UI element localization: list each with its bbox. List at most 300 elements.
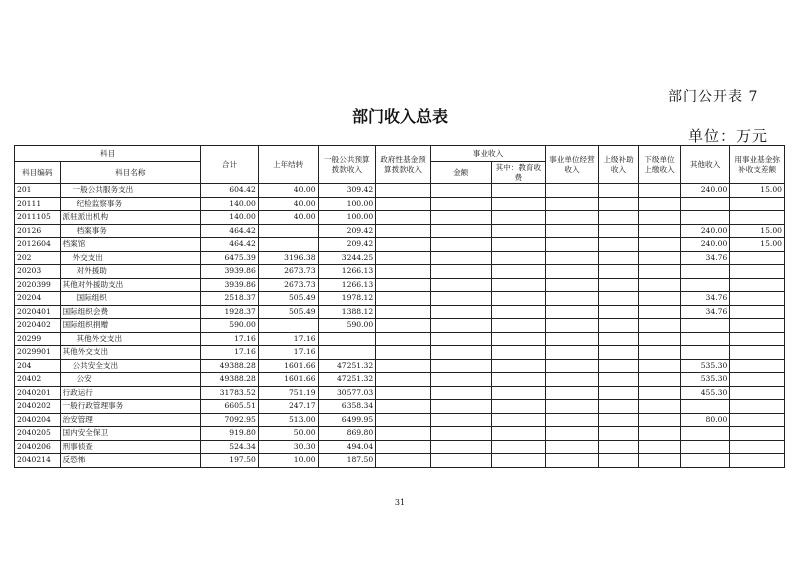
cell-other: 455.30: [680, 386, 730, 400]
cell-fund-balance: [730, 265, 785, 279]
cell-business-edu: [491, 251, 546, 265]
cell-fund-balance: [730, 440, 785, 454]
table-row: [15, 184, 785, 198]
cell-business-edu: [491, 359, 546, 373]
cell-general-budget: 1266.13: [318, 278, 376, 292]
cell-business-edu: [491, 184, 546, 198]
cell-lower-remit: [639, 413, 680, 427]
cell-unit-operation: [546, 413, 599, 427]
cell-business-amount: [430, 278, 491, 292]
header-subject-code: 科目编码: [15, 162, 61, 184]
header-unit-operation: 事业单位经营收入: [546, 146, 599, 184]
cell-business-edu: [491, 332, 546, 346]
cell-fund-balance: [730, 319, 785, 333]
cell-fund-balance: [730, 197, 785, 211]
cell-carryover: 2673.73: [258, 278, 318, 292]
cell-gov-fund: [376, 373, 431, 387]
cell-lower-remit: [639, 454, 680, 468]
cell-lower-remit: [639, 373, 680, 387]
cell-carryover: 513.00: [258, 413, 318, 427]
cell-gov-fund: [376, 305, 431, 319]
cell-total: 3939.86: [201, 278, 259, 292]
cell-code: 202: [15, 251, 61, 265]
cell-fund-balance: [730, 292, 785, 306]
cell-code: 20111: [15, 197, 61, 211]
table-row: [15, 238, 785, 252]
cell-business-edu: [491, 319, 546, 333]
cell-business-amount: [430, 346, 491, 360]
cell-unit-operation: [546, 211, 599, 225]
cell-other: [680, 454, 730, 468]
cell-total: 464.42: [201, 238, 259, 252]
cell-name: 纪检监察事务: [60, 197, 201, 211]
cell-upper-subsidy: [598, 292, 638, 306]
cell-business-edu: [491, 265, 546, 279]
income-summary-table: [14, 145, 785, 468]
cell-code: 20402: [15, 373, 61, 387]
table-row: [15, 332, 785, 346]
cell-lower-remit: [639, 265, 680, 279]
page-number: 31: [394, 498, 406, 507]
cell-code: 2020399: [15, 278, 61, 292]
cell-name: 一般行政管理事务: [60, 400, 201, 414]
cell-name: 其他外交支出: [60, 332, 201, 346]
cell-business-amount: [430, 305, 491, 319]
cell-code: 2012604: [15, 238, 61, 252]
cell-lower-remit: [639, 251, 680, 265]
cell-business-edu: [491, 197, 546, 211]
cell-carryover: 40.00: [258, 184, 318, 198]
cell-lower-remit: [639, 211, 680, 225]
cell-gov-fund: [376, 413, 431, 427]
cell-gov-fund: [376, 359, 431, 373]
cell-unit-operation: [546, 265, 599, 279]
cell-total: 604.42: [201, 184, 259, 198]
cell-upper-subsidy: [598, 454, 638, 468]
cell-unit-operation: [546, 224, 599, 238]
cell-other: 80.00: [680, 413, 730, 427]
cell-other: [680, 319, 730, 333]
cell-upper-subsidy: [598, 400, 638, 414]
cell-upper-subsidy: [598, 197, 638, 211]
cell-unit-operation: [546, 251, 599, 265]
header-business-group: 事业收入: [430, 146, 545, 162]
header-lower-remit: 下级单位上缴收入: [639, 146, 680, 184]
cell-upper-subsidy: [598, 319, 638, 333]
cell-unit-operation: [546, 454, 599, 468]
cell-total: 7092.95: [201, 413, 259, 427]
cell-code: 2020402: [15, 319, 61, 333]
cell-unit-operation: [546, 238, 599, 252]
table-row: [15, 292, 785, 306]
cell-upper-subsidy: [598, 359, 638, 373]
cell-code: 20203: [15, 265, 61, 279]
cell-carryover: 505.49: [258, 305, 318, 319]
cell-gov-fund: [376, 292, 431, 306]
cell-carryover: 505.49: [258, 292, 318, 306]
cell-name: 派驻派出机构: [60, 211, 201, 225]
cell-code: 2040201: [15, 386, 61, 400]
cell-carryover: 2673.73: [258, 265, 318, 279]
cell-total: 49388.28: [201, 373, 259, 387]
cell-fund-balance: 15.00: [730, 184, 785, 198]
cell-gov-fund: [376, 265, 431, 279]
cell-other: 240.00: [680, 184, 730, 198]
cell-name: 公共安全支出: [60, 359, 201, 373]
cell-total: 2518.37: [201, 292, 259, 306]
cell-business-amount: [430, 359, 491, 373]
cell-total: 6605.51: [201, 400, 259, 414]
cell-code: 20126: [15, 224, 61, 238]
cell-fund-balance: [730, 305, 785, 319]
cell-name: 国际组织会费: [60, 305, 201, 319]
cell-business-amount: [430, 238, 491, 252]
cell-carryover: 3196.38: [258, 251, 318, 265]
cell-other: [680, 197, 730, 211]
cell-business-edu: [491, 386, 546, 400]
cell-carryover: 1601.66: [258, 373, 318, 387]
cell-carryover: 30.30: [258, 440, 318, 454]
cell-other: [680, 332, 730, 346]
cell-upper-subsidy: [598, 238, 638, 252]
cell-lower-remit: [639, 346, 680, 360]
cell-business-edu: [491, 224, 546, 238]
cell-general-budget: 47251.32: [318, 359, 376, 373]
table-row: [15, 211, 785, 225]
cell-general-budget: 6499.95: [318, 413, 376, 427]
cell-name: 公安: [60, 373, 201, 387]
cell-other: [680, 400, 730, 414]
cell-code: 204: [15, 359, 61, 373]
table-row: [15, 359, 785, 373]
cell-business-edu: [491, 427, 546, 441]
cell-other: [680, 211, 730, 225]
cell-unit-operation: [546, 332, 599, 346]
cell-gov-fund: [376, 454, 431, 468]
table-row: [15, 440, 785, 454]
cell-total: 524.34: [201, 440, 259, 454]
cell-upper-subsidy: [598, 224, 638, 238]
cell-carryover: 751.19: [258, 386, 318, 400]
cell-total: 31783.52: [201, 386, 259, 400]
cell-fund-balance: [730, 386, 785, 400]
cell-total: 1928.37: [201, 305, 259, 319]
cell-gov-fund: [376, 238, 431, 252]
cell-unit-operation: [546, 386, 599, 400]
cell-general-budget: 3244.25: [318, 251, 376, 265]
cell-name: 国际组织: [60, 292, 201, 306]
cell-unit-operation: [546, 440, 599, 454]
cell-carryover: 40.00: [258, 197, 318, 211]
cell-general-budget: 309.42: [318, 184, 376, 198]
cell-business-edu: [491, 292, 546, 306]
cell-upper-subsidy: [598, 265, 638, 279]
cell-general-budget: 6358.34: [318, 400, 376, 414]
cell-unit-operation: [546, 305, 599, 319]
cell-general-budget: 1266.13: [318, 265, 376, 279]
cell-total: 6475.39: [201, 251, 259, 265]
cell-business-edu: [491, 346, 546, 360]
table-row: [15, 305, 785, 319]
cell-fund-balance: [730, 400, 785, 414]
cell-business-edu: [491, 305, 546, 319]
cell-name: 外交支出: [60, 251, 201, 265]
cell-other: 240.00: [680, 238, 730, 252]
cell-total: 919.80: [201, 427, 259, 441]
cell-fund-balance: [730, 427, 785, 441]
cell-fund-balance: [730, 359, 785, 373]
cell-business-amount: [430, 211, 491, 225]
cell-general-budget: 30577.03: [318, 386, 376, 400]
cell-carryover: 17.16: [258, 346, 318, 360]
cell-lower-remit: [639, 386, 680, 400]
cell-upper-subsidy: [598, 427, 638, 441]
cell-name: 其他外交支出: [60, 346, 201, 360]
cell-general-budget: [318, 346, 376, 360]
table-row: [15, 386, 785, 400]
table-row: [15, 427, 785, 441]
table-row: [15, 454, 785, 468]
cell-lower-remit: [639, 278, 680, 292]
table-row: [15, 251, 785, 265]
cell-unit-operation: [546, 278, 599, 292]
cell-other: 240.00: [680, 224, 730, 238]
header-total: 合计: [201, 146, 259, 184]
cell-general-budget: 590.00: [318, 319, 376, 333]
cell-general-budget: 209.42: [318, 238, 376, 252]
cell-general-budget: 209.42: [318, 224, 376, 238]
cell-code: 2029901: [15, 346, 61, 360]
cell-code: 2040206: [15, 440, 61, 454]
cell-gov-fund: [376, 251, 431, 265]
cell-carryover: [258, 238, 318, 252]
cell-business-amount: [430, 413, 491, 427]
cell-gov-fund: [376, 332, 431, 346]
cell-fund-balance: [730, 278, 785, 292]
cell-business-amount: [430, 224, 491, 238]
page-title: 部门收入总表: [351, 107, 448, 126]
cell-general-budget: 100.00: [318, 197, 376, 211]
cell-business-amount: [430, 400, 491, 414]
cell-business-amount: [430, 427, 491, 441]
cell-upper-subsidy: [598, 251, 638, 265]
cell-carryover: 17.16: [258, 332, 318, 346]
cell-upper-subsidy: [598, 305, 638, 319]
cell-name: 对外援助: [60, 265, 201, 279]
cell-upper-subsidy: [598, 440, 638, 454]
cell-code: 2040202: [15, 400, 61, 414]
cell-lower-remit: [639, 305, 680, 319]
cell-business-edu: [491, 454, 546, 468]
cell-total: 3939.86: [201, 265, 259, 279]
cell-code: 2040204: [15, 413, 61, 427]
cell-lower-remit: [639, 332, 680, 346]
cell-gov-fund: [376, 346, 431, 360]
cell-name: 一般公共服务支出: [60, 184, 201, 198]
cell-fund-balance: [730, 332, 785, 346]
cell-gov-fund: [376, 211, 431, 225]
cell-other: [680, 346, 730, 360]
cell-business-edu: [491, 400, 546, 414]
table-row: [15, 197, 785, 211]
cell-unit-operation: [546, 359, 599, 373]
cell-carryover: 10.00: [258, 454, 318, 468]
cell-upper-subsidy: [598, 184, 638, 198]
cell-business-amount: [430, 319, 491, 333]
form-number: 部门公开表 7: [668, 89, 759, 105]
cell-general-budget: 869.80: [318, 427, 376, 441]
cell-lower-remit: [639, 359, 680, 373]
cell-lower-remit: [639, 184, 680, 198]
cell-name: 反恐怖: [60, 454, 201, 468]
cell-other: [680, 278, 730, 292]
header-carryover: 上年结转: [258, 146, 318, 184]
table-row: [15, 413, 785, 427]
cell-gov-fund: [376, 400, 431, 414]
cell-total: 17.16: [201, 332, 259, 346]
cell-business-edu: [491, 238, 546, 252]
cell-lower-remit: [639, 197, 680, 211]
cell-gov-fund: [376, 224, 431, 238]
cell-total: 49388.28: [201, 359, 259, 373]
cell-business-edu: [491, 413, 546, 427]
cell-upper-subsidy: [598, 278, 638, 292]
cell-name: 行政运行: [60, 386, 201, 400]
cell-lower-remit: [639, 319, 680, 333]
cell-business-amount: [430, 440, 491, 454]
cell-total: 590.00: [201, 319, 259, 333]
cell-code: 2020401: [15, 305, 61, 319]
cell-upper-subsidy: [598, 373, 638, 387]
cell-name: 档案馆: [60, 238, 201, 252]
cell-unit-operation: [546, 427, 599, 441]
cell-name: 档案事务: [60, 224, 201, 238]
cell-other: 535.30: [680, 373, 730, 387]
cell-general-budget: 100.00: [318, 211, 376, 225]
cell-upper-subsidy: [598, 413, 638, 427]
cell-other: 34.76: [680, 292, 730, 306]
cell-unit-operation: [546, 184, 599, 198]
cell-general-budget: [318, 332, 376, 346]
cell-lower-remit: [639, 440, 680, 454]
header-upper-subsidy: 上级补助收入: [598, 146, 638, 184]
header-fund-balance: 用事业基金弥补收支差额: [730, 146, 785, 184]
cell-total: 140.00: [201, 197, 259, 211]
cell-code: 20299: [15, 332, 61, 346]
cell-code: 201: [15, 184, 61, 198]
cell-general-budget: 1978.12: [318, 292, 376, 306]
header-business-edu: 其中：教育收费: [491, 162, 546, 184]
cell-lower-remit: [639, 400, 680, 414]
cell-business-amount: [430, 386, 491, 400]
cell-business-amount: [430, 373, 491, 387]
header-other: 其他收入: [680, 146, 730, 184]
header-subject-name: 科目名称: [60, 162, 201, 184]
cell-total: 197.50: [201, 454, 259, 468]
cell-gov-fund: [376, 197, 431, 211]
cell-gov-fund: [376, 278, 431, 292]
cell-upper-subsidy: [598, 211, 638, 225]
cell-business-amount: [430, 292, 491, 306]
cell-fund-balance: [730, 454, 785, 468]
cell-name: 国内安全保卫: [60, 427, 201, 441]
cell-fund-balance: [730, 373, 785, 387]
cell-other: [680, 440, 730, 454]
cell-carryover: 50.00: [258, 427, 318, 441]
header-general-budget: 一般公共预算拨款收入: [318, 146, 376, 184]
cell-total: 464.42: [201, 224, 259, 238]
cell-upper-subsidy: [598, 346, 638, 360]
cell-unit-operation: [546, 197, 599, 211]
cell-business-amount: [430, 184, 491, 198]
cell-fund-balance: [730, 413, 785, 427]
cell-gov-fund: [376, 386, 431, 400]
cell-fund-balance: [730, 211, 785, 225]
table-row: [15, 346, 785, 360]
cell-gov-fund: [376, 319, 431, 333]
cell-upper-subsidy: [598, 332, 638, 346]
table-row: [15, 319, 785, 333]
cell-other: 34.76: [680, 251, 730, 265]
cell-fund-balance: 15.00: [730, 224, 785, 238]
cell-business-amount: [430, 265, 491, 279]
cell-carryover: 40.00: [258, 211, 318, 225]
unit-label: 单位：万元: [688, 127, 769, 145]
cell-name: 治安管理: [60, 413, 201, 427]
table-row: [15, 373, 785, 387]
cell-gov-fund: [376, 184, 431, 198]
cell-gov-fund: [376, 440, 431, 454]
table-row: [15, 224, 785, 238]
cell-business-amount: [430, 197, 491, 211]
cell-name: 其他对外援助支出: [60, 278, 201, 292]
cell-fund-balance: [730, 251, 785, 265]
cell-lower-remit: [639, 238, 680, 252]
cell-business-amount: [430, 454, 491, 468]
cell-lower-remit: [639, 224, 680, 238]
cell-general-budget: 47251.32: [318, 373, 376, 387]
header-business-amount: 金额: [430, 162, 491, 184]
cell-business-edu: [491, 373, 546, 387]
header-gov-fund: 政府性基金预算拨款收入: [376, 146, 431, 184]
cell-carryover: [258, 224, 318, 238]
cell-carryover: [258, 319, 318, 333]
cell-unit-operation: [546, 400, 599, 414]
cell-general-budget: 494.04: [318, 440, 376, 454]
cell-total: 17.16: [201, 346, 259, 360]
cell-code: 20204: [15, 292, 61, 306]
cell-general-budget: 1388.12: [318, 305, 376, 319]
cell-carryover: 1601.66: [258, 359, 318, 373]
table-row: [15, 278, 785, 292]
table-row: [15, 400, 785, 414]
cell-business-amount: [430, 251, 491, 265]
cell-unit-operation: [546, 346, 599, 360]
cell-fund-balance: 15.00: [730, 238, 785, 252]
cell-upper-subsidy: [598, 386, 638, 400]
cell-business-edu: [491, 278, 546, 292]
cell-unit-operation: [546, 373, 599, 387]
cell-gov-fund: [376, 427, 431, 441]
cell-general-budget: 187.50: [318, 454, 376, 468]
cell-other: [680, 265, 730, 279]
cell-business-edu: [491, 211, 546, 225]
cell-other: 34.76: [680, 305, 730, 319]
cell-business-amount: [430, 332, 491, 346]
cell-other: 535.30: [680, 359, 730, 373]
cell-lower-remit: [639, 427, 680, 441]
cell-fund-balance: [730, 346, 785, 360]
